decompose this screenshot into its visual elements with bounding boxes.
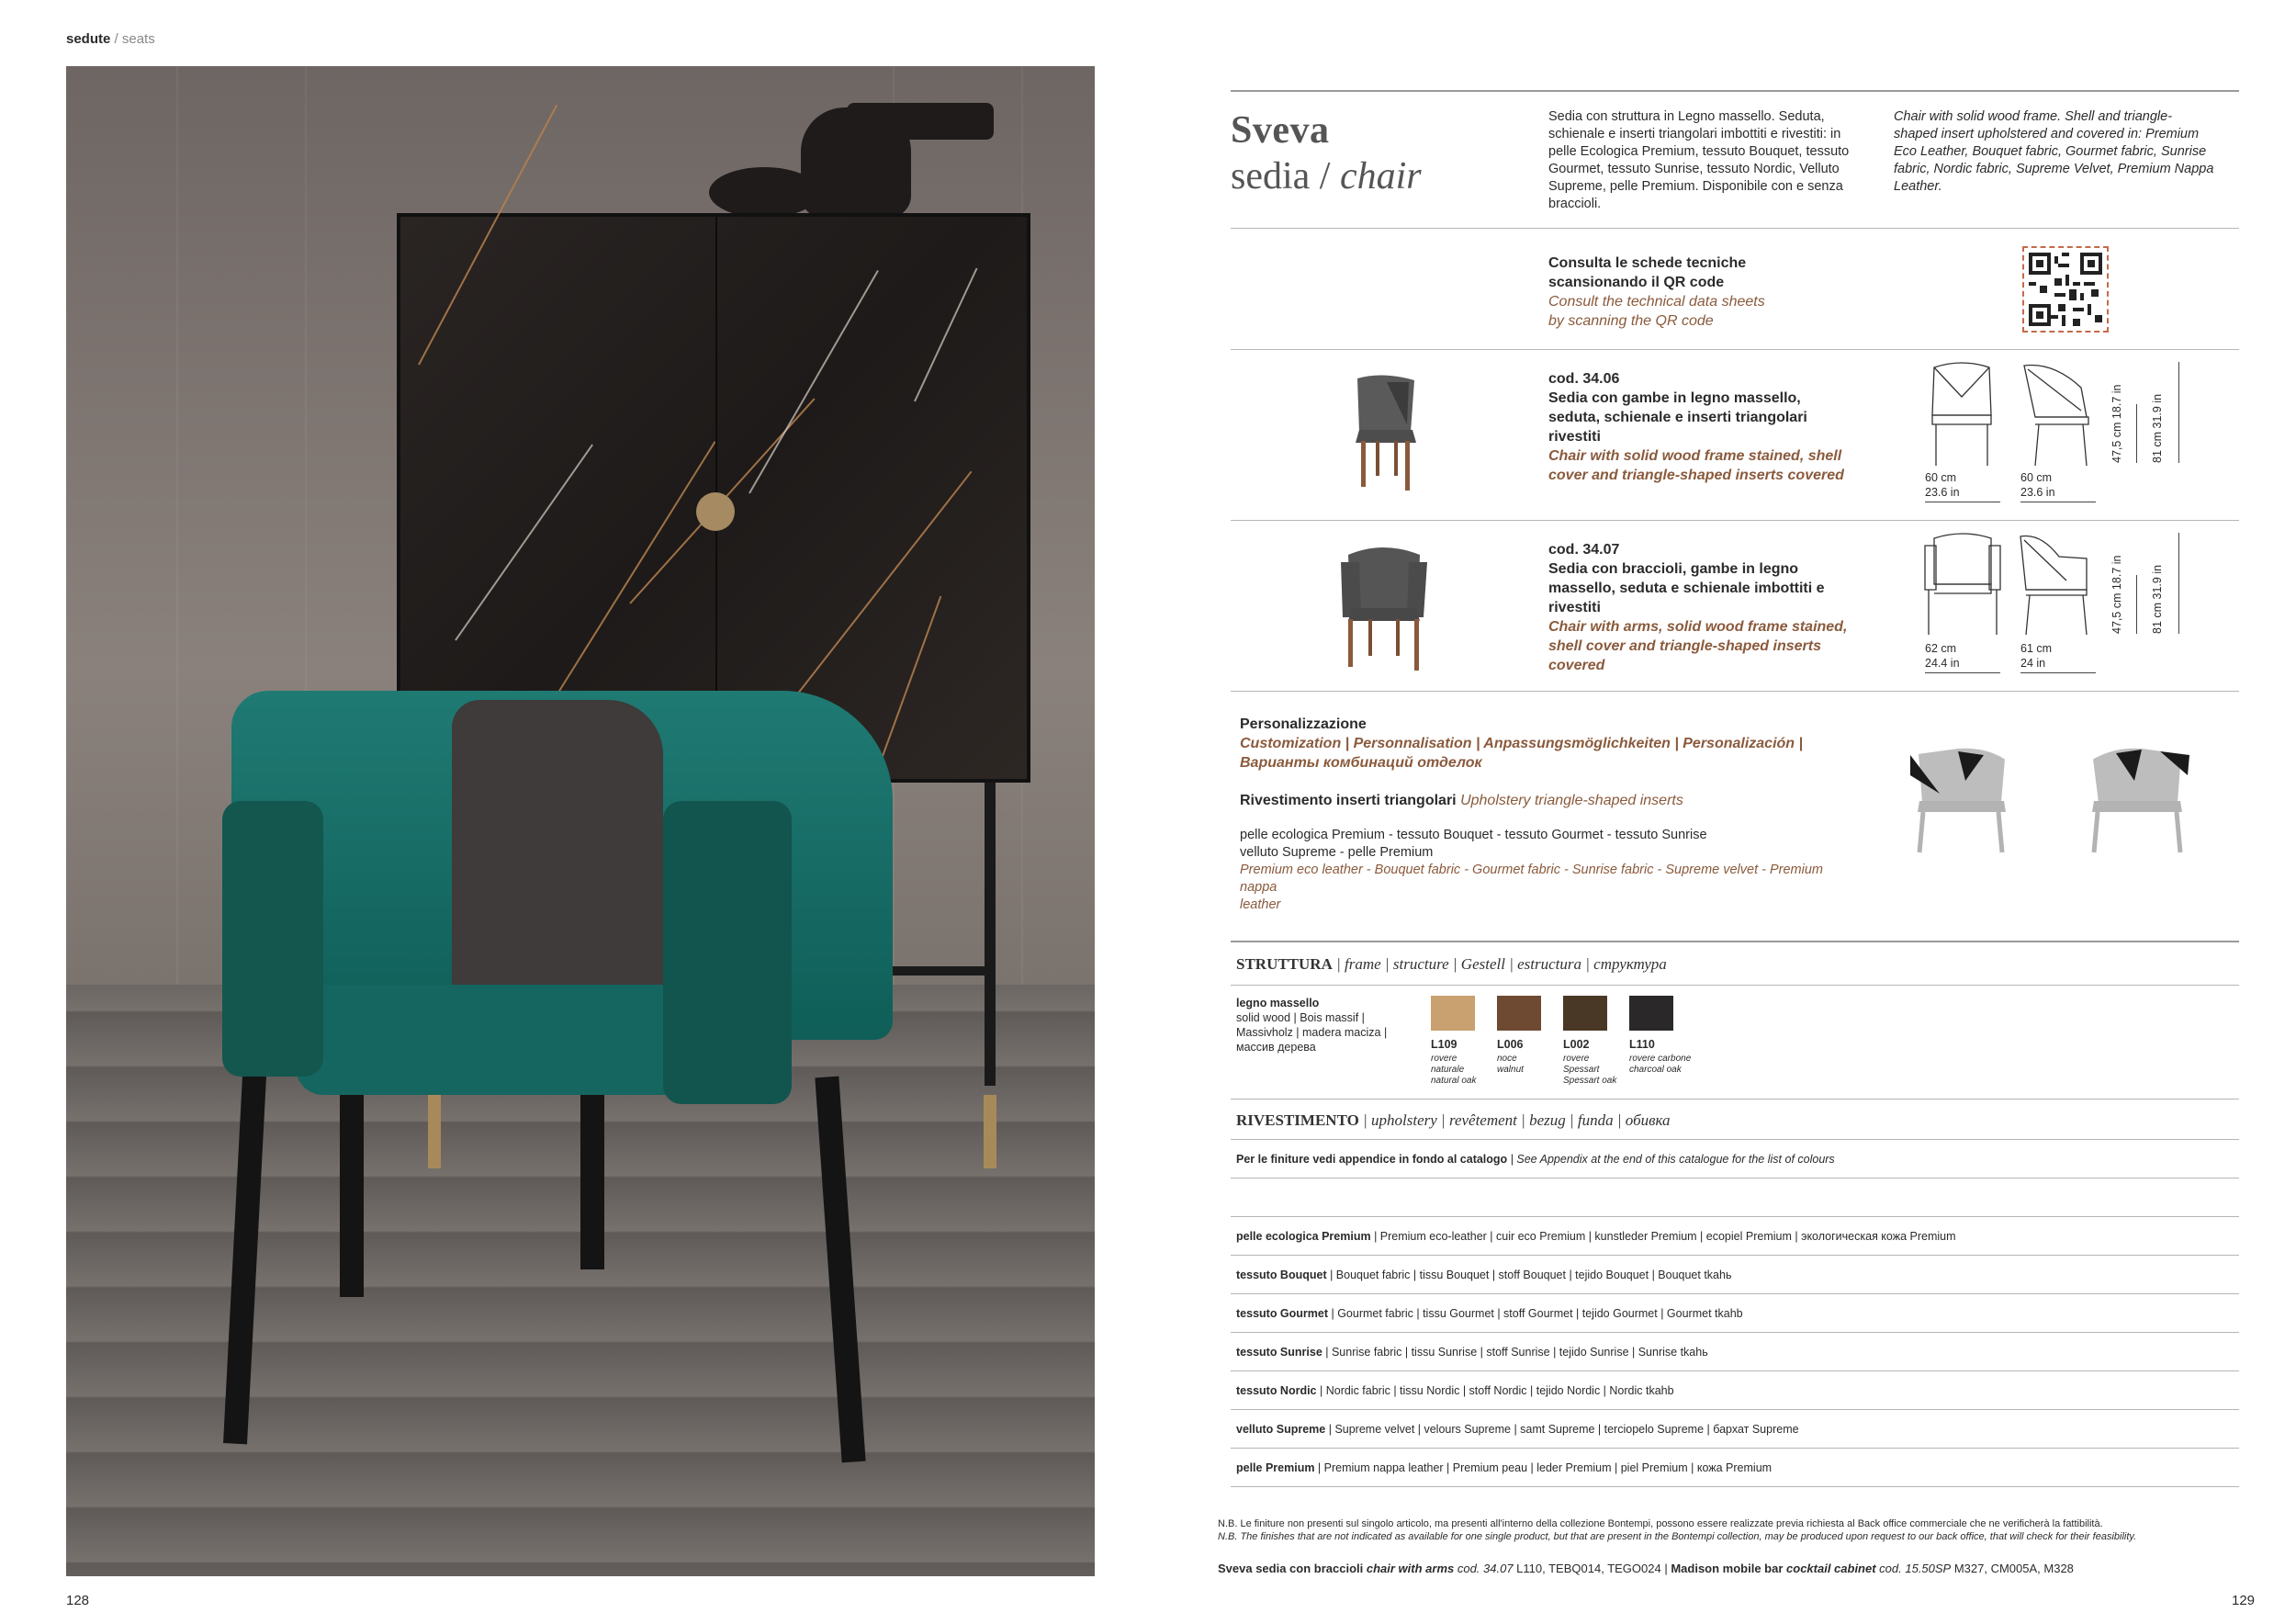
side-drawing-34-07 [2013, 529, 2096, 639]
product-name: Sveva [1231, 109, 1330, 152]
customization-block: Personalizzazione Customization | Personnalisation | Anpassungsmöglichkeiten | Personalización | Варианты комбинаций отделок Rivestimento inserti triangolari Upholstery triangle-shaped inserts pelle ecologica Premium - tessuto Bouquet - tessuto Gourmet - tessuto Sunrise velluto Supreme - pelle Premium Premium eco leather - Bouquet fabric - Gourmet fabric - Sunrise fabric - Supreme velvet - Premium nappa leather [1240, 715, 1828, 914]
section-label: sedute / seats [66, 31, 155, 47]
section-en: seats [121, 31, 155, 47]
upholstery-row: tessuto Bouquet | Bouquet fabric | tissu Bouquet | stoff Bouquet | tejido Bouquet | Bouquet tkahь [1236, 1269, 1732, 1281]
upholstery-row: tessuto Sunrise | Sunrise fabric | tissu Sunrise | stoff Sunrise | tejido Sunrise | Sunrise tkahь [1236, 1346, 1708, 1359]
swatch-l109 [1431, 996, 1475, 1031]
upholstery-note: Per le finiture vedi appendice in fondo al catalogo | See Appendix at the end of this catalogue for the list of colours [1236, 1153, 1835, 1166]
upholstery-section-title: RIVESTIMENTO | upholstery | revêtement | bezug | funda | обивка [1236, 1111, 1671, 1129]
dims-height-34-06: 81 cm 31.9 in [2151, 393, 2164, 463]
footnote-en: N.B. The finishes that are not indicated as available for one single product, but that are present in the Bontempi collection, may be produced upon request to our back office, that will check for their feasibility. [1218, 1531, 2137, 1542]
qr-text: Consulta le schede tecniche scansionando il QR code Consult the technical data sheets by scanning the QR code [1548, 255, 1765, 329]
swatch-description: rovere naturale natural oak [1431, 1054, 1477, 1086]
qr-code[interactable] [2022, 246, 2109, 333]
upholstery-row: tessuto Gourmet | Gourmet fabric | tissu Gourmet | stoff Gourmet | tejido Gourmet | Gourmet tkahb [1236, 1307, 1743, 1320]
footnote-it: N.B. Le finiture non presenti sul singolo articolo, ma presenti all'interno della collezione Bontempi, possono essere realizzate previa richiesta al Back office commerciale che ne verificherà la fattibilità. [1218, 1518, 2103, 1529]
chair-triangle-insert [452, 700, 663, 994]
cabinet-knob [696, 492, 735, 531]
item-text-34-06: cod. 34.06 Sedia con gambe in legno massello, seduta, schienale e inserti triangolari rivestiti Chair with solid wood frame stained, shell cover and triangle-shaped inserts covered [1548, 371, 1844, 483]
swatch-l110 [1629, 996, 1673, 1031]
swatch-code: L002 [1563, 1038, 1590, 1051]
page-number-right: 129 [2232, 1593, 2256, 1608]
front-drawing-34-07 [1921, 529, 2004, 639]
swatch-l002 [1563, 996, 1607, 1031]
item-text-34-07: cod. 34.07 Sedia con braccioli, gambe in legno massello, seduta e schienale imbottiti e rivestiti Chair with arms, solid wood frame stained, shell cover and triangle-shaped inserts covered [1548, 542, 1848, 673]
product-photo [66, 66, 1095, 1576]
chair-thumbnail-34-07 [1328, 536, 1438, 674]
chair-seat [296, 985, 709, 1095]
customization-drawing-right [2077, 739, 2197, 858]
frame-material: legno massello solid wood | Bois massif | Massivholz | madera maciza | массив дерева [1236, 997, 1388, 1054]
side-drawing-34-06 [2017, 360, 2099, 470]
customization-drawing-left [1903, 739, 2022, 858]
customization-title: Personalizzazione [1240, 716, 1367, 732]
chair-thumbnail-34-06 [1332, 367, 1433, 496]
upholstery-row: pelle ecologica Premium | Premium eco-leather | cuir eco Premium | kunstleder Premium | ecopiel Premium | экологическая кожа Premium [1236, 1230, 1956, 1243]
swatch-l006 [1497, 996, 1541, 1031]
upholstery-row: tessuto Nordic | Nordic fabric | tissu Nordic | stoff Nordic | tejido Nordic | Nordic tkahb [1236, 1384, 1674, 1397]
page-number-left: 128 [66, 1593, 90, 1608]
product-desc-en: Chair with solid wood frame. Shell and triangle-shaped insert upholstered and covered in: Premium Eco Leather, Bouquet fabric, Gourmet fabric, Sunrise fabric, Nordic fabric, Supreme Velvet, Premium Nappa Leather. [1894, 109, 2214, 194]
dims-depth-34-06: 60 cm 23.6 in [2020, 471, 2055, 499]
swatch-description: rovere carbone charcoal oak [1629, 1054, 1692, 1075]
upholstery-row: pelle Premium | Premium nappa leather | Premium peau | leder Premium | piel Premium | кожа Premium [1236, 1461, 1773, 1474]
swatch-description: noce walnut [1497, 1054, 1524, 1075]
swatch-code: L110 [1629, 1038, 1655, 1051]
upholstery-row: velluto Supreme | Supreme velvet | velours Supreme | samt Supreme | terciopelo Supreme | бархат Supreme [1236, 1423, 1799, 1436]
product-type: sedia / chair [1231, 155, 1422, 197]
frame-section-title: STRUTTURA | frame | structure | Gestell | estructura | структура [1236, 955, 1667, 973]
dims-seat-height-34-07: 47,5 cm 18.7 in [2110, 555, 2123, 634]
dims-depth-34-07: 61 cm 24 in [2020, 642, 2053, 670]
product-desc-it: Sedia con struttura in Legno massello. Seduta, schienale e inserti triangolari imbottiti e rivestiti: in pelle Ecologica Premium, tessuto Bouquet, tessuto Gourmet, tessuto Sunrise, tessuto Nordic, Velluto Supreme, pelle Premium. Disponibile con e senza braccioli. [1548, 109, 1850, 211]
swatch-code: L109 [1431, 1038, 1458, 1051]
section-it: sedute [66, 31, 111, 47]
dims-width-34-06: 60 cm 23.6 in [1925, 471, 1960, 499]
photo-caption: Sveva sedia con braccioli chair with arms cod. 34.07 L110, TEBQ014, TEGO024 | Madison mobile bar cocktail cabinet cod. 15.50SP M327, CM005A, M328 [1218, 1562, 2074, 1575]
front-drawing-34-06 [1925, 360, 1998, 470]
swatch-description: rovere Spessart Spessart oak [1563, 1054, 1617, 1086]
swatch-code: L006 [1497, 1038, 1524, 1051]
dims-seat-height-34-06: 47,5 cm 18.7 in [2110, 384, 2123, 463]
dims-height-34-07: 81 cm 31.9 in [2151, 564, 2164, 634]
dims-width-34-07: 62 cm 24.4 in [1925, 642, 1960, 670]
